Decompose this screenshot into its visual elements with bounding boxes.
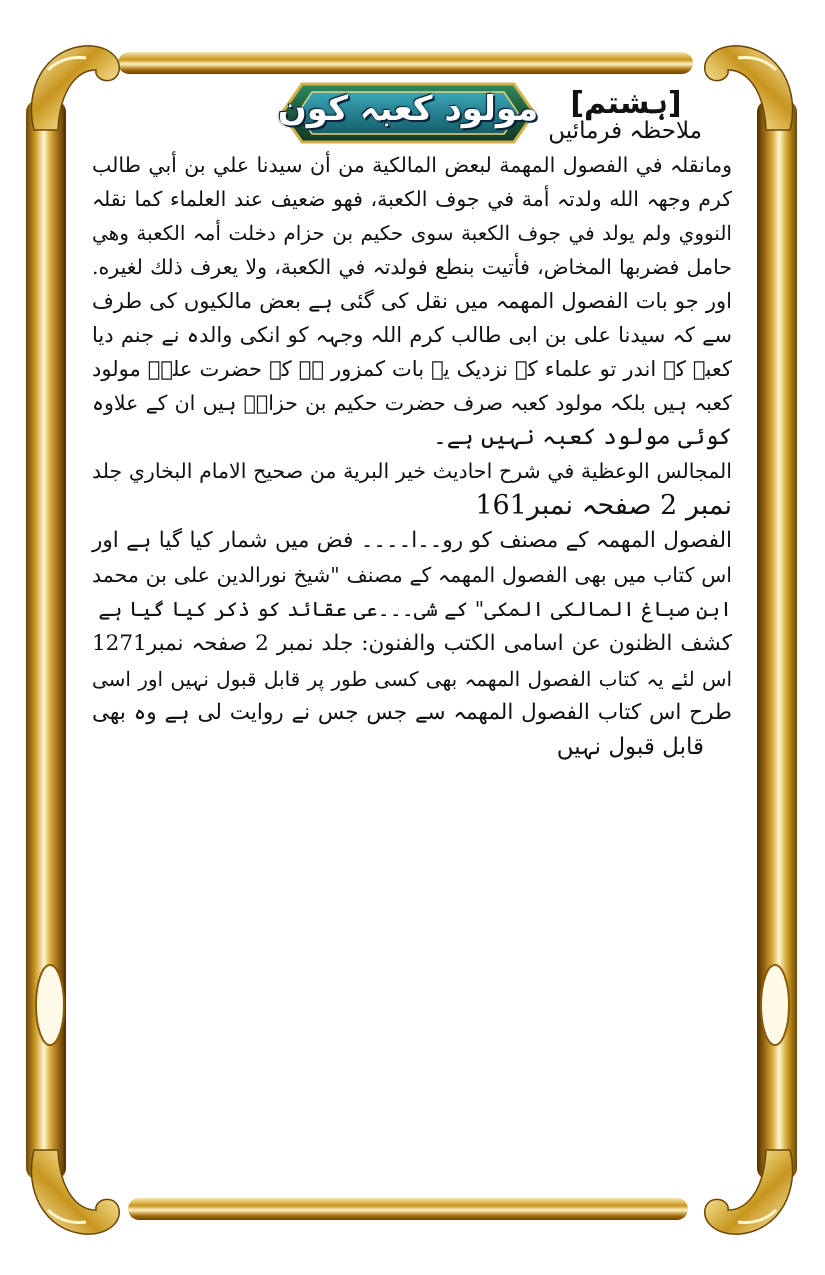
- text-line: حامل فضربها المخاض، فأتيت بنطع فولدتہ في الكعبة، ولا يعرف ذلك لغيره.: [92, 255, 732, 279]
- text-line: طرح اس کتاب الفصول المھمہ سے جس جس نے روایت لی ہے وہ بھی: [92, 700, 732, 725]
- side-ornament-right: [755, 960, 795, 1050]
- paragraph-conclusion: [92, 662, 732, 764]
- text-body: [92, 112, 732, 1182]
- text-line: کعبہ کے اندر تو علماء کے نزدیک یہ بات کمزور ہے کہ حضرت علیؓ مولود: [92, 357, 732, 381]
- text-line: کعبہ ہیں بلکہ مولود کعبہ صرف حضرت حکیم بن حزامؓ ہیں ان کے علاوہ: [92, 391, 732, 415]
- text-line: المجالس الوعظية في شرح احاديث خير البرية من صحيح الامام البخاري جلد: [92, 459, 732, 483]
- text-line: سے کہ سیدنا علی بن ابی طالب کرم اللہ وجہہ کو انکی والدہ نے جنم دیا: [92, 323, 732, 347]
- text-line: ومانقلہ في الفصول المھمة لبعض المالكية من أن سيدنا علي بن أبي طالب: [92, 153, 732, 177]
- text-line: ملاحظہ فرمائیں: [548, 118, 702, 144]
- text-line: اس کتاب میں بھی الفصول المھمہ کے مصنف "شیخ نورالدین علی بن محمد: [92, 563, 732, 587]
- paragraph-urdu-translation: [92, 284, 732, 454]
- paragraph-author-note: [92, 524, 732, 626]
- text-line: کشف الظنون عن اسامی الکتب والفنون: جلد نمبر 2 صفحہ نمبر1271: [92, 631, 732, 656]
- page-title: مولود کعبہ کون: [277, 89, 539, 129]
- text-line: كرم وجهہ الله ولدتہ أمة في جوف الكعبة، فھو ضعيف عند العلماء كما نقلہ: [92, 187, 732, 211]
- text-line: نمبر 2 صفحہ نمبر161: [475, 490, 732, 521]
- chapter-label: [ہشتم]: [570, 86, 682, 121]
- text-line: اس لئے یہ کتاب الفصول المھمہ بھی کسی طور پر قابل قبول نہیں اور اسی: [92, 667, 732, 691]
- paragraph-reference-1: [92, 454, 732, 524]
- text-line: اور جو بات الفصول المھمہ میں نقل کی گئی ہے بعض مالکیوں کی طرف: [92, 289, 732, 313]
- side-ornament-left: [30, 960, 70, 1050]
- frame-top-bar: [118, 52, 693, 74]
- paragraph-reference-2: [92, 626, 732, 662]
- text-line: النووي ولم يولد في جوف الكعبة سوى حكيم بن حزام دخلت أمہ الكعبة وهي: [92, 221, 732, 245]
- paragraph-arabic-quote: [92, 148, 732, 284]
- text-line: الفصول المھمہ کے مصنف کو رو۔۔ا۔۔۔۔ فض میں شمار کیا گیا ہے اور: [92, 528, 732, 553]
- text-line: کوئی مولود کعبہ نہیں ہے۔: [433, 424, 732, 450]
- frame-bottom-bar: [128, 1198, 688, 1220]
- text-line: ابن صباغ المالکی المکی" کے شی۔۔۔عی عقائد کو ذکر کیا گیا ہے: [98, 597, 732, 621]
- text-line: قابل قبول نہیں: [556, 734, 704, 760]
- paragraph-intro: [92, 114, 732, 148]
